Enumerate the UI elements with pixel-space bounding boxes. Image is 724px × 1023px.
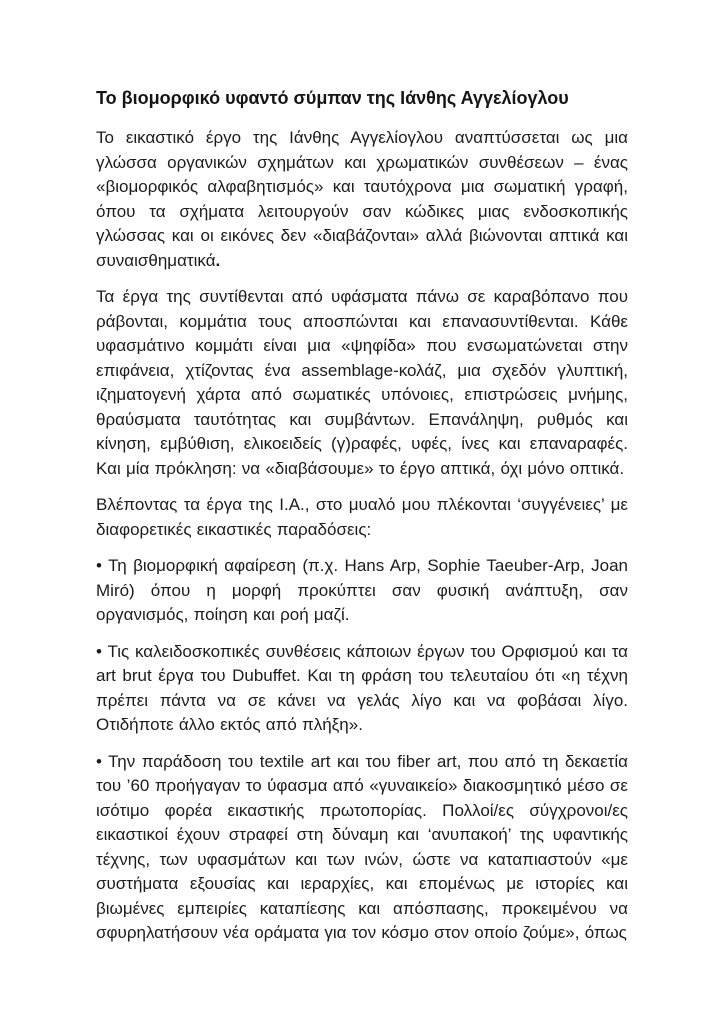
bullet-kaleidoscopic-orphism: • Τις καλειδοσκοπικές συνθέσεις κάποιων έργων του Ορφισμού και τα art brut έργα του Dubuffet. Και τη φράση του τελευταίου ότι «η τέχνη πρέπει πάντα να σε κάνει να γελάς λίγο και να φοβάσαι λίγο. Οτιδήποτε άλλο εκτός από πλήξη». bbox=[96, 641, 628, 734]
intro-paragraph-text: Το εικαστικό έργο της Ιάνθης Αγγελίογλου αναπτύσσεται ως μια γλώσσα οργανικών σχημάτων και χρωματικών συνθέσεων – ένας «βιομορφικός αλφαβητισμός» και ταυτόχρονα μια σωματική γραφή, όπου τα σχήματα λειτουργούν σαν κώδικες μιας ενδοσκοπικής γλώσσας και οι εικόνες δεν «διαβάζονται» αλλά βιώνονται απτικά και συναισθηματικά bbox=[96, 128, 628, 270]
works-composition-paragraph: Τα έργα της συντίθενται από υφάσματα πάνω σε καραβόπανο που ράβονται, κομμάτια τους αποσπώνται και επανασυντίθενται. Κάθε υφασμάτινο κομμάτι είναι μια «ψηφίδα» που ενσωματώνεται στην επιφάνεια, χτίζοντας ένα assemblage-κολάζ, μια σχεδόν γλυπτική, ιζηματογενή χάρτα από σωματικές υπόνοιες, επιστρώσεις μνήμης, θραύσματα ταυτότητας και συμβάντων. Επανάληψη, ρυθμός και κίνηση, εμβύθιση, ελικοειδείς (γ)ραφές, υφές, ίνες και επαναραφές. Και μία πρόκληση: να «διαβάσουμε» το έργο απτικά, όχι μόνο οπτικά. bbox=[96, 287, 628, 478]
document-title: Το βιομορφικό υφαντό σύμπαν της Ιάνθης Αγγελίογλου bbox=[96, 88, 569, 108]
affinities-intro-paragraph: Βλέποντας τα έργα της Ι.Α., στο μυαλό μου πλέκονται ‘συγγένειες’ με διαφορετικές εικαστικές παραδόσεις: bbox=[96, 495, 628, 539]
bullet-biomorphic-abstraction: • Τη βιομορφική αφαίρεση (π.χ. Hans Arp, Sophie Taeuber-Arp, Joan Miró) όπου η μορφή προκύπτει σαν φυσική ανάπτυξη, σαν οργανισμός, ποίηση και ροή μαζί. bbox=[96, 556, 628, 624]
intro-paragraph bbox=[96, 126, 628, 273]
intro-paragraph-bold-period: . bbox=[215, 250, 221, 270]
bullet-textile-fiber-art: • Την παράδοση του textile art και του fiber art, που από τη δεκαετία του ’60 προήγαγαν το ύφασμα από «γυναικείο» διακοσμητικό μέσο σε ισότιμο φορέα εικαστικής πρωτοπορίας. Πολλοί/ες σύγχρονοι/ες εικαστικοί έχουν στραφεί στη δύναμη και ‘ανυπακοή’ της υφαντικής τέχνης, των υφασμάτων και των ινών, ώστε να καταπιαστούν «με συστήματα εξουσίας και ιεραρχίες, και επομένως με ιστορίες και βιωμένες εμπειρίες καταπίεσης και απόσπασης, προκειμένου να σφυρηλατήσουν νέα οράματα για τον κόσμο στον οποίο ζούμε», όπως bbox=[96, 751, 628, 942]
